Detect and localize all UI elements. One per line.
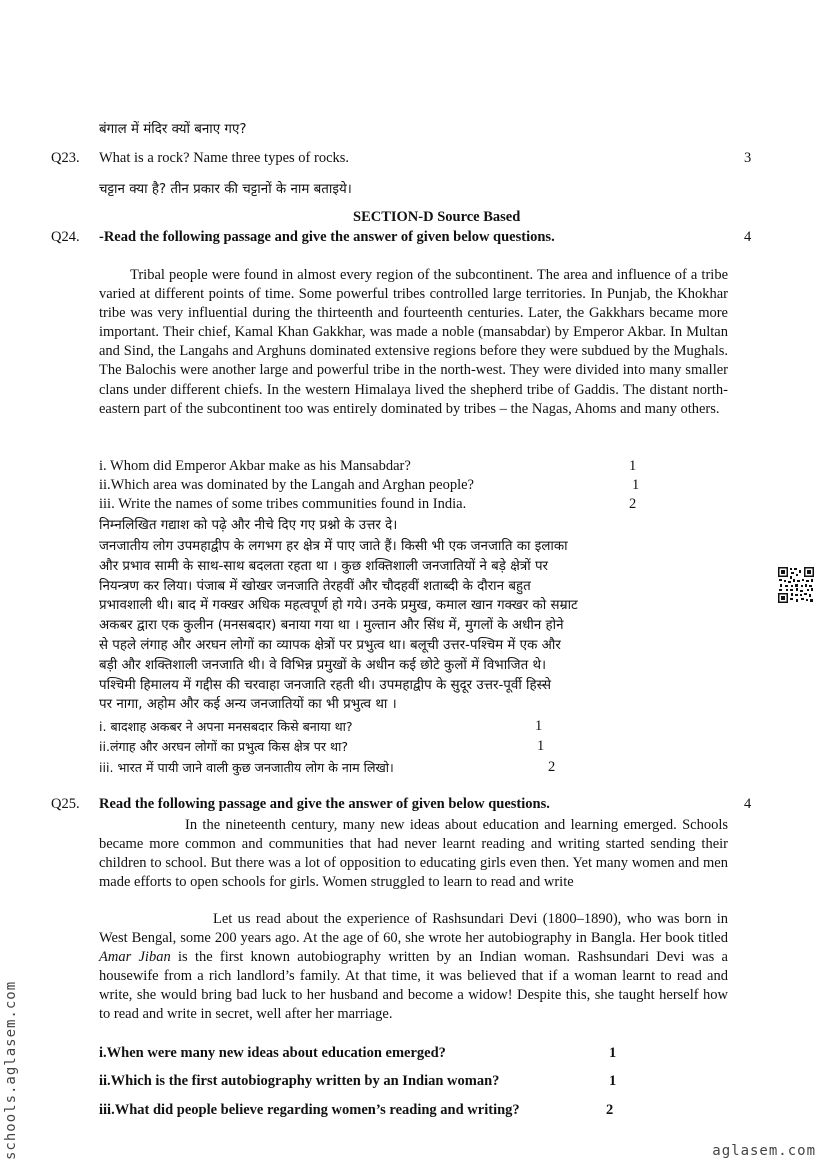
- q25-paragraph-1: In the nineteenth century, many new ideas about education and learning emerged. Schools became more common and communities that had never learnt reading and writing started sending their children to school. But there was a lot of opposition to educating girls even then. Yet many women and men made efforts to open schools for girls. Women struggled to learn to read and write: [99, 817, 728, 891]
- q25-marks: 4: [744, 796, 752, 812]
- q24-instruction: -Read the following passage and give the answer of given below questions.: [99, 229, 555, 245]
- q24-hindi-question-1: i. बादशाह अकबर ने अपना मनसबदार किसे बनाया था?: [99, 719, 353, 734]
- q24-question-3-marks: 2: [629, 496, 637, 512]
- section-heading: SECTION-D Source Based: [353, 209, 521, 225]
- q25-question-2-marks: 1: [609, 1073, 617, 1089]
- q25-question-3-marks: 2: [606, 1102, 614, 1118]
- q24-question-1: i. Whom did Emperor Akbar make as his Mansabdar?: [99, 458, 411, 474]
- q24-hindi-question-3: iii. भारत में पायी जाने वाली कुछ जनजातीय लोग के नाम लिखो।: [99, 760, 394, 775]
- q25-question-1: i.When were many new ideas about education emerged?: [99, 1045, 446, 1061]
- q22-hindi-tail: बंगाल में मंदिर क्यों बनाए गए?: [99, 122, 247, 137]
- q24-question-1-marks: 1: [629, 458, 637, 474]
- q24-passage-hindi: [99, 537, 731, 715]
- hindi-line: और प्रभाव सामी के साथ-साथ बदलता रहता था । कुछ शक्तिशाली जनजातियों ने बड़े क्षेत्रों पर: [99, 558, 549, 574]
- q24-passage-english: Tribal people were found in almost every region of the subcontinent. The area and influence of a tribe varied at different points of time. Some powerful tribes controlled large territories. In Punjab, the Khokhar tribe was very influential during the thirteenth and fourteenth centuries. Later, the Gakkhars became more important. Their chief, Kamal Khan Gakkhar, was made a noble (mansabdar) by Emperor Akbar. In Multan and Sind, the Langahs and Arghuns dominated extensive regions before they were subdued by the Mughals. The Balochis were another large and powerful tribe in the north-west. They were divided into many smaller clans under different chiefs. In the western Himalaya lived the shepherd tribe of Gaddis. The distant north-eastern part of the subcontinent too was entirely dominated by tribes – the Nagas, Ahoms and many others.: [99, 267, 728, 417]
- q24-hindi-question-3-marks: 2: [548, 759, 556, 775]
- q25-question-1-marks: 1: [609, 1045, 617, 1061]
- q25-instruction: Read the following passage and give the answer of given below questions.: [99, 796, 550, 812]
- hindi-line: बड़ी और शक्तिशाली जनजाति थी। वे विभिन्न प्रमुखों के अधीन कई छोटे कुलों में विभाजित थे।: [99, 657, 547, 673]
- qr-code-icon: [777, 566, 815, 604]
- book-title: Amar Jiban: [99, 949, 171, 966]
- hindi-line: से पहले लंगाह और अरघन लोगों का व्यापक क्षेत्रों पर प्रभुत्व था। बलूची उत्तर-पश्चिम में एक और: [99, 637, 561, 653]
- hindi-line: पश्चिमी हिमालय में गद्दीस की चरवाहा जनजाति रहती थी। उपमहाद्वीप के सुदूर उत्तर-पूर्वी हिस्से: [99, 677, 552, 693]
- hindi-line: प्रभावशाली थी। बाद में गक्खर अधिक महत्वपूर्ण हो गये। उनके प्रमुख, कमाल खान गक्खर को सम्राट: [99, 598, 578, 614]
- q24-question-2: ii.Which area was dominated by the Langah and Arghan people?: [99, 477, 474, 493]
- q23-text: What is a rock? Name three types of rocks.: [99, 150, 350, 166]
- q24-hindi-question-2: ii.लंगाह और अरघन लोगों का प्रभुत्व किस क्षेत्र पर था?: [99, 739, 349, 754]
- q25-number: Q25.: [51, 796, 80, 812]
- hindi-line: पर नागा, अहोम और कई अन्य जनजातियों का भी प्रभुत्व था ।: [99, 697, 397, 713]
- q23-hindi: चट्टान क्या है? तीन प्रकार की चट्टानों के नाम बताइये।: [99, 182, 352, 197]
- bottom-watermark: aglasem.com: [712, 1143, 816, 1159]
- hindi-line: नियन्त्रण कर लिया। पंजाब में खोखर जनजाति तेरहवीं और चौदहवीं शताब्दी के दौरान बहुत: [99, 578, 531, 594]
- q25-paragraph-2: [99, 910, 728, 1025]
- q23-number: Q23.: [51, 150, 80, 166]
- q25-question-2: ii.Which is the first autobiography written by an Indian woman?: [99, 1073, 500, 1089]
- q24-number: Q24.: [51, 229, 80, 245]
- q24-question-2-marks: 1: [632, 477, 640, 493]
- q25-paragraph-2-start: Let us read about the experience of Rashsundari Devi (1800–1890), who was born in West Bengal, some 200 years ago. At the age of 60, she wrote her autobiography in Bangla. Her book titled: [99, 911, 728, 947]
- hindi-line: जनजातीय लोग उपमहाद्वीप के लगभग हर क्षेत्र में पाए जाते हैं। किसी भी एक जनजाति का इलाका: [99, 539, 568, 554]
- q25-question-3: iii.What did people believe regarding women’s reading and writing?: [99, 1102, 520, 1118]
- q24-hindi-instruction: निम्नलिखित गद्याश को पढ़े और नीचे दिए गए प्रश्नो के उत्तर दे।: [99, 518, 398, 533]
- hindi-line: अकबर द्वारा एक कुलीन (मनसबदार) बनाया गया था । मुल्तान और सिंध में, मुगलों के अधीन होने: [99, 618, 564, 634]
- q24-marks: 4: [744, 229, 752, 245]
- side-watermark: schools.aglasem.com: [3, 980, 19, 1160]
- q24-hindi-question-2-marks: 1: [537, 738, 545, 754]
- q23-marks: 3: [744, 150, 752, 166]
- q24-hindi-question-1-marks: 1: [535, 718, 543, 734]
- q24-question-3: iii. Write the names of some tribes communities found in India.: [99, 496, 467, 512]
- q25-paragraph-2-end: is the first known autobiography written by an Indian woman. Rashsundari Devi was a housewife from a rich landlord’s family. At that time, it was believed that if a woman learnt to read and write, she would bring bad luck to her husband and become a widow! Despite this, she taught herself how to read and write in secret, well after her marriage.: [99, 949, 728, 1023]
